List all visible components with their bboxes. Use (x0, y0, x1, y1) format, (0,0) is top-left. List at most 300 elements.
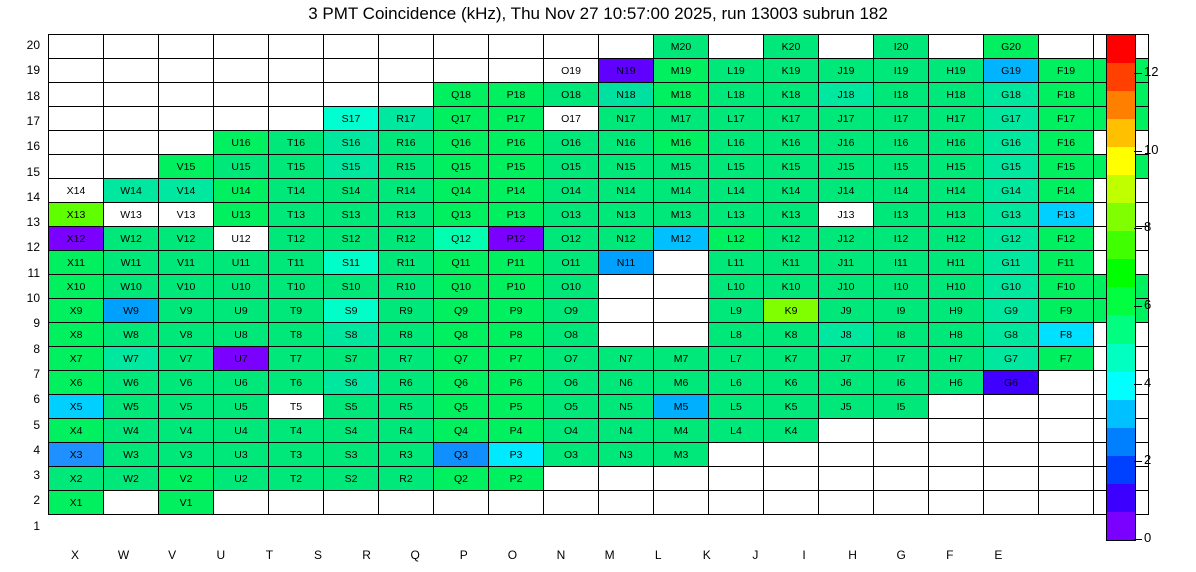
heatmap-cell (654, 491, 709, 515)
heatmap-cell: U9 (214, 299, 269, 323)
colorbar-tick-mark (1134, 151, 1142, 152)
heatmap-cell (159, 35, 214, 59)
heatmap-cell (269, 107, 324, 131)
heatmap-cell: R4 (379, 419, 434, 443)
y-axis-tick: 9 (33, 316, 40, 331)
y-axis-tick: 14 (26, 189, 40, 204)
colorbar-tick-mark (1134, 73, 1142, 74)
heatmap-cell: F17 (1039, 107, 1094, 131)
heatmap-cell (599, 275, 654, 299)
heatmap-cell: X1 (49, 491, 104, 515)
heatmap-cell (159, 131, 214, 155)
heatmap-cell: I7 (874, 347, 929, 371)
heatmap-cell: P2 (489, 467, 544, 491)
heatmap-cell: I6 (874, 371, 929, 395)
heatmap-cell: N19 (599, 59, 654, 83)
heatmap-cell: G14 (984, 179, 1039, 203)
heatmap-cell (49, 131, 104, 155)
heatmap-cell (544, 491, 599, 515)
heatmap-cell: W9 (104, 299, 159, 323)
heatmap-cell: O3 (544, 443, 599, 467)
heatmap-cell (159, 107, 214, 131)
heatmap-cell: R13 (379, 203, 434, 227)
heatmap-row (49, 83, 1149, 107)
colorbar-segment (1107, 428, 1135, 456)
heatmap-cell: R10 (379, 275, 434, 299)
heatmap-cell: G18 (984, 83, 1039, 107)
heatmap-cell: P11 (489, 251, 544, 275)
colorbar-segment (1107, 231, 1135, 259)
heatmap-grid (48, 34, 1152, 515)
heatmap-cell: O11 (544, 251, 599, 275)
heatmap-cell: K19 (764, 59, 819, 83)
heatmap-cell: F16 (1039, 131, 1094, 155)
colorbar-segment (1107, 119, 1135, 147)
heatmap-cell: X8 (49, 323, 104, 347)
heatmap-cell: R8 (379, 323, 434, 347)
heatmap-cell: Q9 (434, 299, 489, 323)
heatmap-cell: X13 (49, 203, 104, 227)
colorbar-tick-mark (1134, 228, 1142, 229)
heatmap-cell: X10 (49, 275, 104, 299)
heatmap-cell: T5 (269, 395, 324, 419)
heatmap-cell: K9 (764, 299, 819, 323)
heatmap-row (49, 155, 1149, 179)
heatmap-cell: M5 (654, 395, 709, 419)
heatmap-cell: S15 (324, 155, 379, 179)
heatmap-cell: O5 (544, 395, 599, 419)
heatmap-cell: L19 (709, 59, 764, 83)
heatmap-cell: O17 (544, 107, 599, 131)
heatmap-cell: R7 (379, 347, 434, 371)
heatmap-cell: L5 (709, 395, 764, 419)
heatmap-cell (104, 107, 159, 131)
y-axis-tick: 8 (33, 341, 40, 356)
heatmap-cell (544, 35, 599, 59)
x-axis-tick: H (848, 548, 857, 562)
heatmap-cell: P8 (489, 323, 544, 347)
heatmap-cell: O16 (544, 131, 599, 155)
heatmap-row (49, 251, 1149, 275)
heatmap-cell (1039, 35, 1094, 59)
heatmap-cell: Q10 (434, 275, 489, 299)
heatmap-cell: M19 (654, 59, 709, 83)
heatmap-cell: I17 (874, 107, 929, 131)
heatmap-cell (269, 83, 324, 107)
heatmap-cell (654, 323, 709, 347)
heatmap-cell: O4 (544, 419, 599, 443)
heatmap-cell: P9 (489, 299, 544, 323)
heatmap-cell: R17 (379, 107, 434, 131)
heatmap-cell: U7 (214, 347, 269, 371)
heatmap-cell: V2 (159, 467, 214, 491)
y-axis-tick: 19 (26, 63, 40, 78)
heatmap-cell: M15 (654, 155, 709, 179)
heatmap-cell: J15 (819, 155, 874, 179)
heatmap-cell (654, 275, 709, 299)
colorbar-tick-mark (1134, 384, 1142, 385)
heatmap-cell: W2 (104, 467, 159, 491)
y-axis-tick: 7 (33, 366, 40, 381)
y-axis-tick: 18 (26, 88, 40, 103)
heatmap-cell: F19 (1039, 59, 1094, 83)
heatmap-cell: K18 (764, 83, 819, 107)
heatmap-cell: S5 (324, 395, 379, 419)
x-axis-tick: V (168, 548, 177, 562)
heatmap-cell: M18 (654, 83, 709, 107)
colorbar-segment (1107, 175, 1135, 203)
heatmap-cell: U2 (214, 467, 269, 491)
heatmap-cell: U3 (214, 443, 269, 467)
heatmap-cell: V11 (159, 251, 214, 275)
heatmap-cell (874, 443, 929, 467)
x-axis-tick: U (216, 548, 226, 562)
heatmap-cell: N3 (599, 443, 654, 467)
x-axis-tick: N (556, 548, 566, 562)
heatmap-cell: I18 (874, 83, 929, 107)
heatmap-cell: S9 (324, 299, 379, 323)
colorbar-segment (1107, 315, 1135, 343)
heatmap-cell: S11 (324, 251, 379, 275)
heatmap-cell: V12 (159, 227, 214, 251)
heatmap-row (49, 107, 1149, 131)
heatmap-cell: H6 (929, 371, 984, 395)
heatmap-row (49, 227, 1149, 251)
heatmap-cell: S10 (324, 275, 379, 299)
heatmap-cell (434, 491, 489, 515)
heatmap-cell: U6 (214, 371, 269, 395)
heatmap-cell: R5 (379, 395, 434, 419)
heatmap-cell (929, 467, 984, 491)
heatmap-cell: G8 (984, 323, 1039, 347)
heatmap-cell (599, 491, 654, 515)
heatmap-cell: H16 (929, 131, 984, 155)
heatmap-cell: V10 (159, 275, 214, 299)
heatmap-cell (654, 299, 709, 323)
heatmap-cell: W12 (104, 227, 159, 251)
heatmap-cell: F18 (1039, 83, 1094, 107)
heatmap-row (49, 347, 1149, 371)
colorbar-tick-label: 4 (1144, 374, 1152, 390)
heatmap-cell: K13 (764, 203, 819, 227)
heatmap-cell: K6 (764, 371, 819, 395)
heatmap-cell: P18 (489, 83, 544, 107)
heatmap-cell: N15 (599, 155, 654, 179)
x-axis-tick: G (896, 548, 906, 562)
heatmap-cell (324, 491, 379, 515)
heatmap-cell (379, 491, 434, 515)
colorbar-tick-label: 10 (1144, 141, 1159, 157)
heatmap-cell (1039, 371, 1094, 395)
heatmap-cell: V6 (159, 371, 214, 395)
heatmap-cell: X9 (49, 299, 104, 323)
heatmap-cell (379, 83, 434, 107)
heatmap-row (49, 179, 1149, 203)
heatmap-cell: J17 (819, 107, 874, 131)
heatmap-cell: O8 (544, 323, 599, 347)
heatmap-cell: O12 (544, 227, 599, 251)
x-axis-tick: Q (410, 548, 420, 562)
heatmap-cell: M4 (654, 419, 709, 443)
heatmap-row (49, 131, 1149, 155)
heatmap-cell: S16 (324, 131, 379, 155)
heatmap-cell (929, 395, 984, 419)
colorbar-segment (1107, 91, 1135, 119)
heatmap-cell: S13 (324, 203, 379, 227)
heatmap-cell: H14 (929, 179, 984, 203)
heatmap-cell: F9 (1039, 299, 1094, 323)
heatmap-cell (709, 443, 764, 467)
heatmap-cell: S12 (324, 227, 379, 251)
heatmap-cell: G16 (984, 131, 1039, 155)
heatmap-cell: I10 (874, 275, 929, 299)
heatmap-cell: F7 (1039, 347, 1094, 371)
y-axis-tick: 13 (26, 215, 40, 230)
heatmap-cell: L10 (709, 275, 764, 299)
heatmap-cell (819, 419, 874, 443)
heatmap-cell (269, 59, 324, 83)
heatmap-cell: K8 (764, 323, 819, 347)
heatmap-cell: M20 (654, 35, 709, 59)
colorbar-segment (1107, 63, 1135, 91)
heatmap-cell: R9 (379, 299, 434, 323)
heatmap-cell: U8 (214, 323, 269, 347)
y-axis-tick: 3 (33, 468, 40, 483)
heatmap-cell: V8 (159, 323, 214, 347)
colorbar-tick-label: 12 (1144, 63, 1159, 79)
heatmap-cell (434, 35, 489, 59)
heatmap-cell: M17 (654, 107, 709, 131)
x-axis-tick: R (362, 548, 371, 562)
heatmap-cell: G17 (984, 107, 1039, 131)
heatmap-cell (599, 35, 654, 59)
heatmap-cell: K10 (764, 275, 819, 299)
y-axis-tick: 1 (33, 518, 40, 533)
heatmap-cell: I13 (874, 203, 929, 227)
heatmap-row (49, 467, 1149, 491)
heatmap-cell (49, 35, 104, 59)
heatmap-cell: O15 (544, 155, 599, 179)
heatmap-cell: W11 (104, 251, 159, 275)
heatmap-cell: I16 (874, 131, 929, 155)
heatmap-cell: F15 (1039, 155, 1094, 179)
heatmap-cell: J12 (819, 227, 874, 251)
colorbar-segment (1107, 147, 1135, 175)
heatmap-cell: F14 (1039, 179, 1094, 203)
heatmap-cell (709, 35, 764, 59)
colorbar-ticks (1134, 34, 1194, 545)
heatmap-cell: O19 (544, 59, 599, 83)
heatmap-cell: K17 (764, 107, 819, 131)
heatmap-cell: K5 (764, 395, 819, 419)
heatmap-cell: T6 (269, 371, 324, 395)
heatmap-cell: H8 (929, 323, 984, 347)
heatmap-row (49, 275, 1149, 299)
heatmap-cell: L4 (709, 419, 764, 443)
heatmap-cell: N18 (599, 83, 654, 107)
heatmap-cell (984, 491, 1039, 515)
colorbar-segment (1107, 512, 1135, 540)
heatmap-cell (929, 35, 984, 59)
heatmap-cell: S14 (324, 179, 379, 203)
colorbar-segment (1107, 400, 1135, 428)
colorbar-segment (1107, 35, 1135, 63)
heatmap-cell (104, 83, 159, 107)
heatmap-cell (599, 323, 654, 347)
heatmap-cell (1039, 443, 1094, 467)
heatmap-cell: P3 (489, 443, 544, 467)
heatmap-cell (269, 35, 324, 59)
heatmap-cell: M3 (654, 443, 709, 467)
heatmap-cell: J9 (819, 299, 874, 323)
heatmap-cell (874, 467, 929, 491)
heatmap-cell: I19 (874, 59, 929, 83)
heatmap-cell: R3 (379, 443, 434, 467)
y-axis-tick: 4 (33, 442, 40, 457)
heatmap-cell (599, 467, 654, 491)
y-axis-tick: 6 (33, 392, 40, 407)
heatmap-cell: F12 (1039, 227, 1094, 251)
heatmap-cell: H17 (929, 107, 984, 131)
y-axis-tick: 12 (26, 240, 40, 255)
heatmap-row (49, 59, 1149, 83)
heatmap-cell (819, 467, 874, 491)
y-axis-tick: 17 (26, 113, 40, 128)
heatmap-cell: F13 (1039, 203, 1094, 227)
heatmap-cell: V3 (159, 443, 214, 467)
x-axis-labels (48, 548, 1020, 564)
heatmap-cell: J7 (819, 347, 874, 371)
heatmap-cell: H13 (929, 203, 984, 227)
x-axis-tick: I (802, 548, 806, 562)
heatmap-row (49, 323, 1149, 347)
colorbar-tick-label: 6 (1144, 296, 1152, 312)
heatmap-row (49, 395, 1149, 419)
heatmap-cell: R15 (379, 155, 434, 179)
heatmap-cell: Q11 (434, 251, 489, 275)
heatmap-cell: H9 (929, 299, 984, 323)
heatmap-cell (874, 419, 929, 443)
heatmap-cell: Q15 (434, 155, 489, 179)
heatmap-cell: O10 (544, 275, 599, 299)
x-axis-tick: J (752, 548, 759, 562)
heatmap-cell (489, 59, 544, 83)
heatmap-cell: H7 (929, 347, 984, 371)
heatmap-cell: N14 (599, 179, 654, 203)
heatmap-cell: U15 (214, 155, 269, 179)
colorbar-segment (1107, 259, 1135, 287)
heatmap-cell: G7 (984, 347, 1039, 371)
heatmap-cell: T10 (269, 275, 324, 299)
heatmap-cell (379, 59, 434, 83)
heatmap-cell: L13 (709, 203, 764, 227)
heatmap-cell: R12 (379, 227, 434, 251)
heatmap-cell: L17 (709, 107, 764, 131)
heatmap-cell: J13 (819, 203, 874, 227)
heatmap-cell: N4 (599, 419, 654, 443)
heatmap-cell: M6 (654, 371, 709, 395)
heatmap-cell (874, 491, 929, 515)
colorbar-tick-label: 8 (1144, 219, 1152, 235)
heatmap-cell: P13 (489, 203, 544, 227)
heatmap-cell: R14 (379, 179, 434, 203)
heatmap-cell: W7 (104, 347, 159, 371)
heatmap-cell: T4 (269, 419, 324, 443)
x-axis-tick: T (265, 548, 274, 562)
heatmap-cell: F8 (1039, 323, 1094, 347)
heatmap-cell: X11 (49, 251, 104, 275)
heatmap-cell: G20 (984, 35, 1039, 59)
heatmap-cell: I11 (874, 251, 929, 275)
heatmap-cell: M16 (654, 131, 709, 155)
heatmap-cell (709, 491, 764, 515)
heatmap-cell: T15 (269, 155, 324, 179)
heatmap-cell: J14 (819, 179, 874, 203)
heatmap-cell: W8 (104, 323, 159, 347)
heatmap-cell: I15 (874, 155, 929, 179)
heatmap-cell: K14 (764, 179, 819, 203)
x-axis-tick: P (459, 548, 468, 562)
heatmap-cell: G19 (984, 59, 1039, 83)
heatmap-cell: P6 (489, 371, 544, 395)
heatmap-cell: W10 (104, 275, 159, 299)
heatmap-cell: K15 (764, 155, 819, 179)
heatmap-cell: O14 (544, 179, 599, 203)
heatmap-cell: R11 (379, 251, 434, 275)
heatmap-cell: G9 (984, 299, 1039, 323)
heatmap-cell: P17 (489, 107, 544, 131)
heatmap-cell: K4 (764, 419, 819, 443)
heatmap-cell: G15 (984, 155, 1039, 179)
heatmap-cell: G12 (984, 227, 1039, 251)
heatmap-cell: V14 (159, 179, 214, 203)
heatmap-cell: S7 (324, 347, 379, 371)
heatmap-cell: J16 (819, 131, 874, 155)
heatmap-cell: S2 (324, 467, 379, 491)
heatmap-cell: L9 (709, 299, 764, 323)
page-title: 3 PMT Coincidence (kHz), Thu Nov 27 10:57:00 2025, run 13003 subrun 182 (308, 4, 888, 23)
heatmap-cell: W14 (104, 179, 159, 203)
heatmap-cell: L6 (709, 371, 764, 395)
heatmap-cell (49, 155, 104, 179)
y-axis-tick: 15 (26, 164, 40, 179)
heatmap-cell: P12 (489, 227, 544, 251)
colorbar-segment (1107, 287, 1135, 315)
colorbar-segment (1107, 344, 1135, 372)
x-axis-tick: F (946, 548, 954, 562)
heatmap-cell: N13 (599, 203, 654, 227)
heatmap-cell: J18 (819, 83, 874, 107)
heatmap-cell: L15 (709, 155, 764, 179)
x-axis-tick: X (70, 548, 79, 562)
heatmap-cell: M7 (654, 347, 709, 371)
heatmap-cell (214, 59, 269, 83)
heatmap-cell: V7 (159, 347, 214, 371)
heatmap-cell: Q16 (434, 131, 489, 155)
heatmap-cell: Q4 (434, 419, 489, 443)
heatmap-cell: L16 (709, 131, 764, 155)
heatmap-cell: U4 (214, 419, 269, 443)
colorbar-segment (1107, 372, 1135, 400)
heatmap-cell: T9 (269, 299, 324, 323)
heatmap-cell (929, 491, 984, 515)
heatmap-cell: K16 (764, 131, 819, 155)
heatmap-cell: V9 (159, 299, 214, 323)
heatmap-cell: N17 (599, 107, 654, 131)
heatmap-cell: P14 (489, 179, 544, 203)
colorbar-segment (1107, 484, 1135, 512)
heatmap-cell (709, 467, 764, 491)
